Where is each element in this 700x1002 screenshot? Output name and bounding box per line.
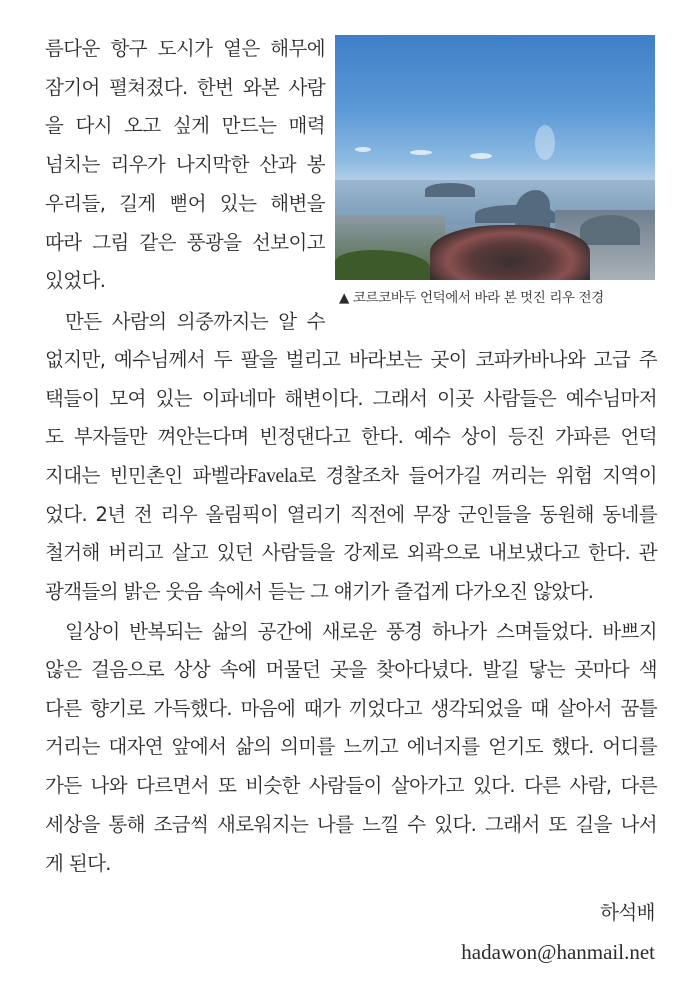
photo-caption xyxy=(339,288,604,308)
intro-line: 넘치는 리우가 나지막한 산과 봉 xyxy=(45,153,325,176)
intro-line: 우리들, 길게 뻗어 있는 해변을 xyxy=(45,192,325,215)
body-line: 않은 걸음으로 상상 속에 머물던 곳을 찾아다녔다. 발길 닿는 곳마다 색 xyxy=(45,658,657,681)
intro-line: 름다운 항구 도시가 옅은 해무에 xyxy=(45,37,325,60)
text: 지대는 빈민촌인 파벨라 xyxy=(45,464,248,487)
hill-right xyxy=(580,215,640,245)
body-line: 철거해 버리고 살고 있던 사람들을 강제로 외곽으로 내보냈다고 한다. 관 xyxy=(45,541,657,564)
body-line-favela xyxy=(45,463,657,490)
rio-panorama-photo xyxy=(335,35,655,280)
cloud xyxy=(355,147,371,152)
intro-line: 을 다시 오고 싶게 만드는 매력 xyxy=(45,114,325,137)
cloud xyxy=(410,150,432,155)
body-line: 게 된다. xyxy=(45,852,111,875)
intro-line: 있었다. xyxy=(45,269,106,292)
intro-line: 따라 그림 같은 풍광을 선보이고 xyxy=(45,231,325,254)
body-line: 가든 나와 다르면서 또 비슷한 사람들이 살아가고 있다. 다른 사람, 다른 xyxy=(45,774,657,797)
cloud xyxy=(470,153,492,159)
author-name: 하석배 xyxy=(599,901,655,924)
tourist-crowd xyxy=(430,225,590,280)
island xyxy=(425,183,475,197)
body-line: 다른 향기로 가득했다. 마음에 때가 끼었다고 생각되었을 때 살아서 꿈틀 xyxy=(45,697,657,720)
body-line: 광객들의 밝은 웃음 속에서 듣는 그 얘기가 즐겁게 다가오진 않았다. xyxy=(45,580,594,603)
caption-text: 코르코바두 언덕에서 바라 본 멋진 리우 전경 xyxy=(352,290,604,306)
body-line: 택들이 모여 있는 이파네마 해변이다. 그래서 이곳 사람들은 예수님마저 xyxy=(45,387,657,410)
text: 로 경찰조차 들어가길 꺼리는 위험 지역이 xyxy=(297,464,657,487)
cloud xyxy=(535,125,555,160)
hill xyxy=(475,205,555,223)
body-line: 었다. 2년 전 리우 올림픽이 열리기 직전에 무장 군인들을 동원해 동네를 xyxy=(45,503,657,526)
body-line: 세상을 통해 조금씩 새로워지는 나를 느낄 수 있다. 그래서 또 길을 나서 xyxy=(45,813,657,836)
body-line: 일상이 반복되는 삶의 공간에 새로운 풍경 하나가 스며들었다. 바쁘지 xyxy=(65,620,657,643)
author-email[interactable]: hadawon@hanmail.net xyxy=(461,940,655,964)
triangle-marker-icon: ▲ xyxy=(339,290,349,306)
body-line: 도 부자들만 껴안는다며 빈정댄다고 한다. 예수 상이 등진 가파른 언덕 xyxy=(45,425,657,448)
body-line: 거리는 대자연 앞에서 삶의 의미를 느끼고 에너지를 얻기도 했다. 어디를 xyxy=(45,735,657,758)
body-line: 없지만, 예수님께서 두 팔을 벌리고 바라보는 곳이 코파카바나와 고급 주 xyxy=(45,348,657,371)
intro-line: 잠기어 펼쳐졌다. 한번 와본 사람 xyxy=(45,76,325,99)
intro-line: 만든 사람의 의중까지는 알 수 xyxy=(65,310,325,333)
favela-term: Favela xyxy=(247,466,298,487)
